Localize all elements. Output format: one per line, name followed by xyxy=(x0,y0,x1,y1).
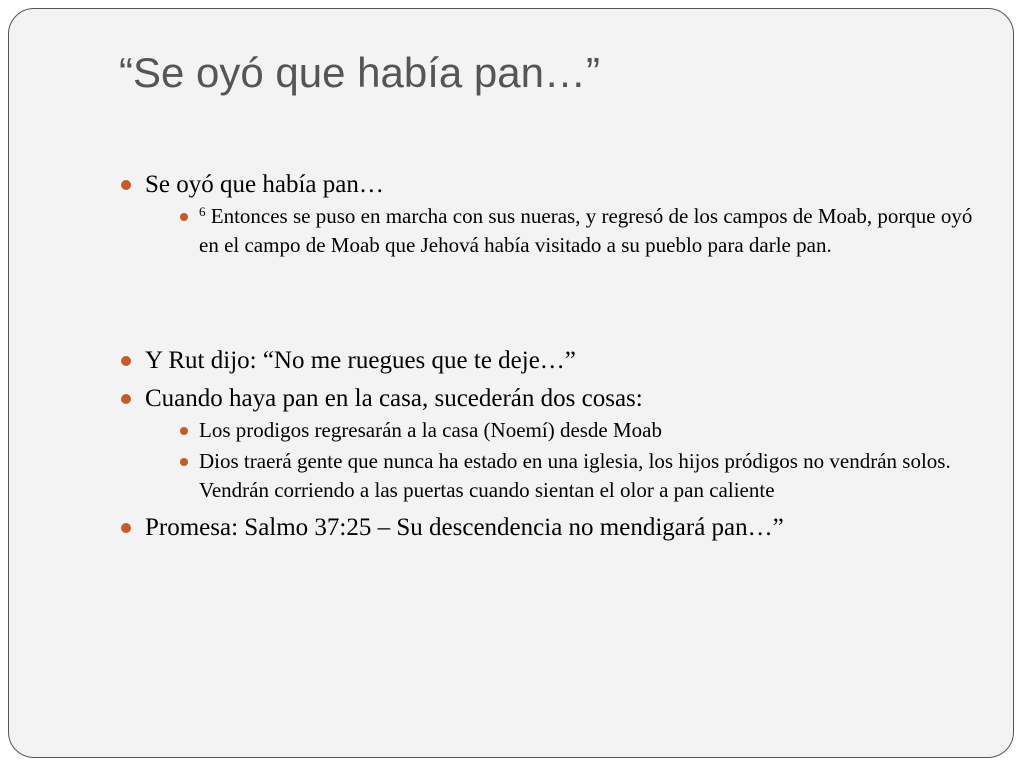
spacer xyxy=(121,267,981,345)
bullet-icon xyxy=(180,213,188,221)
sub-bullet-item xyxy=(180,447,981,505)
bullet-icon xyxy=(121,523,131,533)
sub-bullet-list xyxy=(180,416,981,505)
sub-bullet-text: Dios traerá gente que nunca ha estado en una iglesia, los hijos pródigos no vendrán solos. Vendrán corriendo a las puertas cuando sientan el olor a pan caliente xyxy=(199,449,951,502)
bullet-item xyxy=(121,383,981,505)
sub-bullet-list xyxy=(180,202,981,260)
bullet-icon xyxy=(121,394,131,404)
bullet-text: Y Rut dijo: “No me ruegues que te deje…” xyxy=(145,347,576,374)
sub-bullet-item xyxy=(180,416,981,445)
sub-bullet-text: Entonces se puso en marcha con sus nueras, y regresó de los campos de Moab, porque oyó en el campo de Moab que Jehová había visitado a su pueblo para darle pan. xyxy=(199,204,973,257)
bullet-icon xyxy=(121,356,131,366)
bullet-item xyxy=(121,345,981,376)
slide xyxy=(8,8,1014,758)
bullet-icon xyxy=(121,180,131,190)
sub-bullet-item xyxy=(180,202,981,260)
bullet-item xyxy=(121,169,981,260)
bullet-text: Promesa: Salmo 37:25 – Su descendencia no mendigará pan…” xyxy=(145,514,784,541)
bullet-text: Se oyó que había pan… xyxy=(145,171,384,198)
bullet-item xyxy=(121,512,981,543)
verse-number: 6 xyxy=(199,204,206,219)
bullet-icon xyxy=(180,427,188,435)
bullet-icon xyxy=(180,458,188,466)
slide-content xyxy=(121,169,981,550)
bullet-list xyxy=(121,169,981,543)
slide-title: “Se oyó que había pan…” xyxy=(119,49,600,96)
bullet-text: Cuando haya pan en la casa, sucederán dos cosas: xyxy=(145,385,643,412)
sub-bullet-text: Los prodigos regresarán a la casa (Noemí) desde Moab xyxy=(199,418,662,442)
